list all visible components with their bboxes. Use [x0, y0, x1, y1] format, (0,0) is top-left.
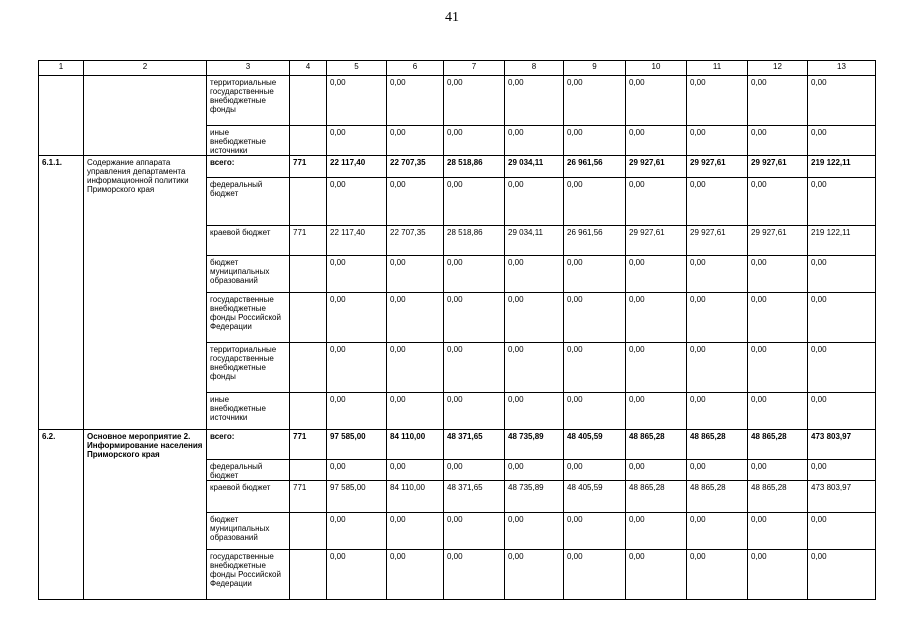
amount-cell: 0,00 — [505, 550, 564, 600]
amount-cell: 0,00 — [626, 293, 687, 343]
amount-cell: 0,00 — [564, 460, 626, 481]
amount-cell: 0,00 — [687, 126, 748, 156]
amount-cell: 0,00 — [387, 256, 444, 293]
amount-cell: 0,00 — [327, 393, 387, 430]
amount-cell: 22 707,35 — [387, 226, 444, 256]
amount-cell: 0,00 — [444, 256, 505, 293]
amount-cell: 22 117,40 — [327, 226, 387, 256]
budget-code — [290, 343, 327, 393]
amount-cell: 0,00 — [626, 393, 687, 430]
amount-cell: 0,00 — [687, 293, 748, 343]
amount-cell: 26 961,56 — [564, 156, 626, 178]
amount-cell: 0,00 — [626, 343, 687, 393]
funding-source: федеральный бюджет — [207, 178, 290, 226]
budget-code — [290, 393, 327, 430]
amount-cell: 0,00 — [387, 343, 444, 393]
column-header-12: 12 — [748, 61, 808, 76]
amount-cell: 48 865,28 — [748, 481, 808, 513]
budget-code — [290, 256, 327, 293]
budget-code: 771 — [290, 430, 327, 460]
funding-source: всего: — [207, 430, 290, 460]
amount-cell: 0,00 — [808, 460, 876, 481]
amount-cell: 29 927,61 — [748, 156, 808, 178]
amount-cell: 0,00 — [564, 178, 626, 226]
amount-cell: 48 865,28 — [626, 481, 687, 513]
amount-cell: 473 803,97 — [808, 430, 876, 460]
amount-cell: 29 927,61 — [626, 156, 687, 178]
item-name-empty — [84, 76, 207, 156]
amount-cell: 0,00 — [505, 460, 564, 481]
column-header-6: 6 — [387, 61, 444, 76]
amount-cell: 0,00 — [748, 178, 808, 226]
amount-cell: 219 122,11 — [808, 226, 876, 256]
amount-cell: 0,00 — [327, 513, 387, 550]
funding-source: иные внебюджетные источники — [207, 393, 290, 430]
amount-cell: 0,00 — [687, 256, 748, 293]
amount-cell: 0,00 — [564, 126, 626, 156]
amount-cell: 0,00 — [387, 293, 444, 343]
budget-code: 771 — [290, 481, 327, 513]
funding-source: бюджет муниципальных образований — [207, 513, 290, 550]
amount-cell: 0,00 — [327, 178, 387, 226]
amount-cell: 0,00 — [687, 178, 748, 226]
item-name: Основное мероприятие 2. Информирование населения Приморского края — [84, 430, 207, 600]
budget-code — [290, 513, 327, 550]
amount-cell: 0,00 — [748, 293, 808, 343]
amount-cell: 0,00 — [748, 256, 808, 293]
amount-cell: 0,00 — [444, 293, 505, 343]
amount-cell: 0,00 — [505, 256, 564, 293]
amount-cell: 0,00 — [444, 178, 505, 226]
amount-cell: 84 110,00 — [387, 430, 444, 460]
budget-table — [38, 60, 876, 600]
amount-cell: 0,00 — [808, 126, 876, 156]
amount-cell: 28 518,86 — [444, 226, 505, 256]
amount-cell: 29 034,11 — [505, 226, 564, 256]
amount-cell: 0,00 — [327, 293, 387, 343]
amount-cell: 0,00 — [808, 513, 876, 550]
amount-cell: 0,00 — [387, 76, 444, 126]
budget-code: 771 — [290, 156, 327, 178]
column-header-7: 7 — [444, 61, 505, 76]
amount-cell: 0,00 — [748, 393, 808, 430]
funding-source: иные внебюджетные источники — [207, 126, 290, 156]
amount-cell: 48 735,89 — [505, 430, 564, 460]
funding-source: государственные внебюджетные фонды Российской Федерации — [207, 550, 290, 600]
amount-cell: 473 803,97 — [808, 481, 876, 513]
amount-cell: 48 371,65 — [444, 481, 505, 513]
amount-cell: 22 117,40 — [327, 156, 387, 178]
amount-cell: 84 110,00 — [387, 481, 444, 513]
amount-cell: 48 865,28 — [626, 430, 687, 460]
funding-source: государственные внебюджетные фонды Российской Федерации — [207, 293, 290, 343]
column-header-9: 9 — [564, 61, 626, 76]
budget-code: 771 — [290, 226, 327, 256]
item-number-empty — [39, 76, 84, 156]
budget-code — [290, 76, 327, 126]
amount-cell: 0,00 — [748, 126, 808, 156]
amount-cell: 0,00 — [505, 393, 564, 430]
amount-cell: 0,00 — [626, 550, 687, 600]
funding-source: федеральный бюджет — [207, 460, 290, 481]
amount-cell: 0,00 — [327, 126, 387, 156]
amount-cell: 0,00 — [808, 178, 876, 226]
funding-source: бюджет муниципальных образований — [207, 256, 290, 293]
amount-cell: 0,00 — [387, 460, 444, 481]
amount-cell: 0,00 — [387, 550, 444, 600]
amount-cell: 0,00 — [808, 550, 876, 600]
amount-cell: 0,00 — [505, 513, 564, 550]
amount-cell: 0,00 — [505, 343, 564, 393]
amount-cell: 48 735,89 — [505, 481, 564, 513]
item-name: Содержание аппарата управления департамента информационной политики Приморского края — [84, 156, 207, 430]
amount-cell: 0,00 — [564, 393, 626, 430]
amount-cell: 0,00 — [444, 393, 505, 430]
amount-cell: 0,00 — [626, 513, 687, 550]
amount-cell: 0,00 — [626, 126, 687, 156]
amount-cell: 0,00 — [327, 256, 387, 293]
amount-cell: 0,00 — [626, 76, 687, 126]
item-number: 6.2. — [39, 430, 84, 600]
funding-source: всего: — [207, 156, 290, 178]
amount-cell: 0,00 — [564, 293, 626, 343]
amount-cell: 97 585,00 — [327, 430, 387, 460]
amount-cell: 0,00 — [748, 550, 808, 600]
page-number: 41 — [445, 10, 459, 25]
amount-cell: 22 707,35 — [387, 156, 444, 178]
column-header-5: 5 — [327, 61, 387, 76]
amount-cell: 48 405,59 — [564, 481, 626, 513]
amount-cell: 28 518,86 — [444, 156, 505, 178]
item-number: 6.1.1. — [39, 156, 84, 430]
amount-cell: 0,00 — [808, 343, 876, 393]
column-header-8: 8 — [505, 61, 564, 76]
amount-cell: 0,00 — [444, 126, 505, 156]
amount-cell: 29 927,61 — [687, 156, 748, 178]
amount-cell: 0,00 — [564, 76, 626, 126]
amount-cell: 0,00 — [564, 550, 626, 600]
column-header-13: 13 — [808, 61, 876, 76]
amount-cell: 0,00 — [505, 293, 564, 343]
budget-code — [290, 460, 327, 481]
amount-cell: 0,00 — [808, 393, 876, 430]
amount-cell: 0,00 — [327, 76, 387, 126]
amount-cell: 29 927,61 — [748, 226, 808, 256]
amount-cell: 0,00 — [687, 343, 748, 393]
amount-cell: 48 405,59 — [564, 430, 626, 460]
amount-cell: 0,00 — [387, 513, 444, 550]
amount-cell: 0,00 — [444, 76, 505, 126]
table-row — [39, 430, 876, 460]
amount-cell: 0,00 — [444, 460, 505, 481]
amount-cell: 0,00 — [808, 256, 876, 293]
amount-cell: 0,00 — [327, 343, 387, 393]
amount-cell: 0,00 — [564, 256, 626, 293]
amount-cell: 0,00 — [626, 460, 687, 481]
amount-cell: 0,00 — [687, 513, 748, 550]
funding-source: краевой бюджет — [207, 226, 290, 256]
amount-cell: 0,00 — [444, 550, 505, 600]
column-header-4: 4 — [290, 61, 327, 76]
amount-cell: 0,00 — [444, 513, 505, 550]
amount-cell: 0,00 — [748, 513, 808, 550]
amount-cell: 0,00 — [687, 460, 748, 481]
amount-cell: 219 122,11 — [808, 156, 876, 178]
amount-cell: 0,00 — [505, 126, 564, 156]
table-row — [39, 156, 876, 178]
amount-cell: 48 865,28 — [687, 481, 748, 513]
amount-cell: 29 034,11 — [505, 156, 564, 178]
column-header-3: 3 — [207, 61, 290, 76]
amount-cell: 48 371,65 — [444, 430, 505, 460]
table-row — [39, 76, 876, 126]
amount-cell: 0,00 — [444, 343, 505, 393]
budget-code — [290, 550, 327, 600]
amount-cell: 0,00 — [327, 460, 387, 481]
budget-code — [290, 293, 327, 343]
amount-cell: 0,00 — [327, 550, 387, 600]
amount-cell: 0,00 — [387, 126, 444, 156]
amount-cell: 26 961,56 — [564, 226, 626, 256]
amount-cell: 48 865,28 — [748, 430, 808, 460]
amount-cell: 0,00 — [687, 76, 748, 126]
amount-cell: 0,00 — [505, 178, 564, 226]
amount-cell: 97 585,00 — [327, 481, 387, 513]
funding-source: территориальные государственные внебюджетные фонды — [207, 343, 290, 393]
amount-cell: 0,00 — [626, 178, 687, 226]
amount-cell: 0,00 — [387, 393, 444, 430]
amount-cell: 29 927,61 — [687, 226, 748, 256]
funding-source: территориальные государственные внебюджетные фонды — [207, 76, 290, 126]
amount-cell: 0,00 — [808, 76, 876, 126]
amount-cell: 0,00 — [687, 550, 748, 600]
amount-cell: 0,00 — [748, 343, 808, 393]
amount-cell: 29 927,61 — [626, 226, 687, 256]
amount-cell: 0,00 — [387, 178, 444, 226]
funding-source: краевой бюджет — [207, 481, 290, 513]
amount-cell: 48 865,28 — [687, 430, 748, 460]
column-header-11: 11 — [687, 61, 748, 76]
amount-cell: 0,00 — [748, 76, 808, 126]
header-row — [39, 61, 876, 76]
amount-cell: 0,00 — [505, 76, 564, 126]
column-header-10: 10 — [626, 61, 687, 76]
amount-cell: 0,00 — [808, 293, 876, 343]
amount-cell: 0,00 — [564, 343, 626, 393]
amount-cell: 0,00 — [748, 460, 808, 481]
column-header-2: 2 — [84, 61, 207, 76]
amount-cell: 0,00 — [564, 513, 626, 550]
budget-code — [290, 126, 327, 156]
column-header-1: 1 — [39, 61, 84, 76]
budget-code — [290, 178, 327, 226]
amount-cell: 0,00 — [687, 393, 748, 430]
amount-cell: 0,00 — [626, 256, 687, 293]
